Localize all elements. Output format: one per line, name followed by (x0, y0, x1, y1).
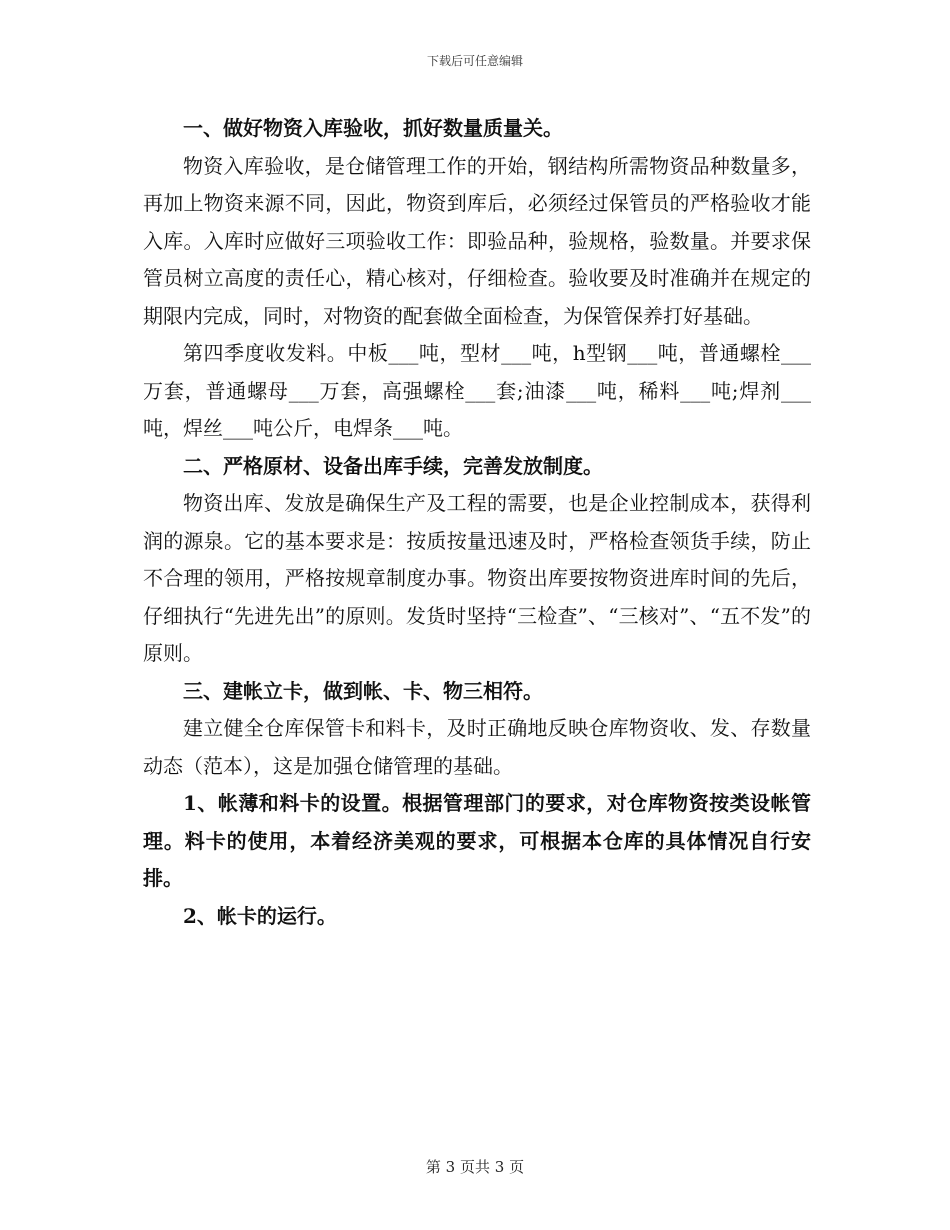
page-header: 下载后可任意编辑 (426, 54, 523, 68)
subsection-1: 1、帐薄和料卡的设置。根据管理部门的要求，对仓库物资按类设帐管理。料卡的使用，本着经济美观的要求，可根据本仓库的具体情况自行安排。 (143, 791, 811, 890)
subsection-2: 2、帐卡的运行。 (183, 903, 337, 928)
section-heading-2: 二、严格原材、设备出库手续，完善发放制度。 (183, 453, 603, 478)
body-paragraph: 建立健全仓库保管卡和料卡，及时正确地反映仓库物资收、发、存数量动态（范本），这是加强仓储管理的基础。 (143, 716, 811, 778)
page-number: 第 3 页共 3 页 (425, 1158, 525, 1176)
section-heading-1: 一、做好物资入库验收，抓好数量质量关。 (183, 116, 563, 140)
body-paragraph: 第四季度收发料。中板___吨，型材___吨，h型钢___吨，普通螺栓___万套，普通螺母___万套，高强螺栓___套;油漆___吨，稀料___吨;焊剂___吨，焊丝___吨公斤，电焊条___吨。 (143, 341, 811, 440)
document-body (143, 110, 811, 935)
body-paragraph: 物资入库验收，是仓储管理工作的开始，钢结构所需物资品种数量多，再加上物资来源不同，因此，物资到库后，必须经过保管员的严格验收才能入库。入库时应做好三项验收工作：即验品种，验规格，验数量。并要求保管员树立高度的责任心，精心核对，仔细检查。验收要及时准确并在规定的期限内完成，同时，对物资的配套做全面检查，为保管保养打好基础。 (143, 153, 811, 328)
section-heading-3: 三、建帐立卡，做到帐、卡、物三相符。 (183, 678, 543, 703)
body-paragraph: 物资出库、发放是确保生产及工程的需要，也是企业控制成本，获得利润的源泉。它的基本要求是：按质按量迅速及时，严格检查领货手续，防止不合理的领用，严格按规章制度办事。物资出库要按物资进库时间的先后，仔细执行“先进先出”的原则。发货时坚持“三检查”、“三核对”、“五不发”的原则。 (143, 491, 811, 665)
